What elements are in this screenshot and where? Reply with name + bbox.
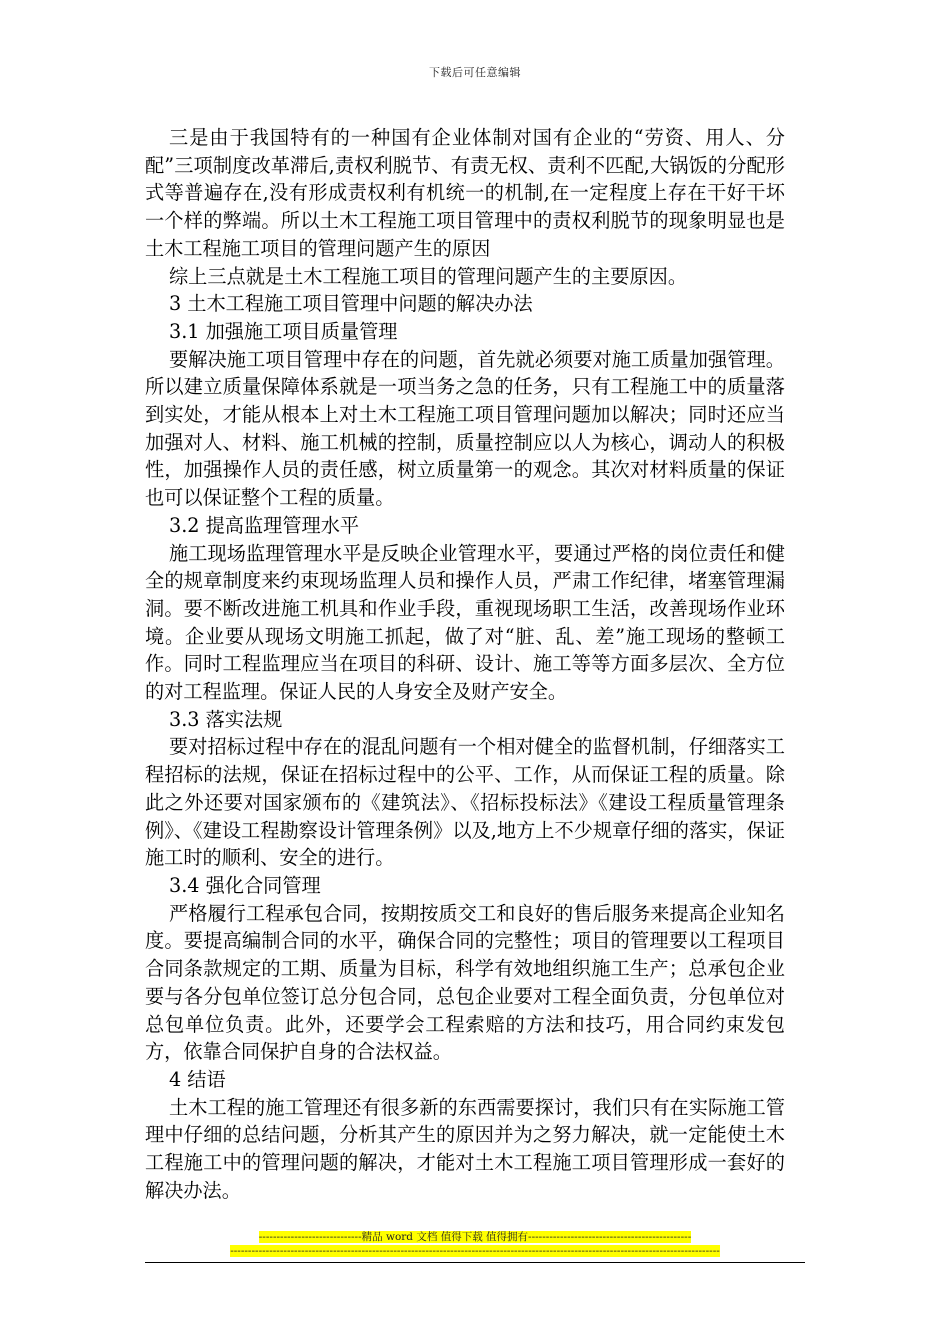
- subsection-heading: 3.1 加强施工项目质量管理: [169, 319, 398, 343]
- section-heading: 4 结语: [169, 1067, 226, 1091]
- footer-banner-text: -----------------------------精品 word 文档 值得下载 值得拥有----------------------------------------------: [258, 1231, 692, 1243]
- footer-banner-dashes: ------------------------------------------------------------------------------------------------------------------------------------------: [230, 1245, 720, 1257]
- subsection-heading: 3.2 提高监理管理水平: [169, 513, 360, 537]
- section-heading: 3 土木工程施工项目管理中问题的解决办法: [169, 292, 533, 316]
- paragraph: 施工现场监理管理水平是反映企业管理水平，要通过严格的岗位责任和健全的规章制度来约束现场监理人员和操作人员，严肃工作纪律，堵塞管理漏洞。要不断改进施工机具和作业手段，重视现场职工生活，改善现场作业环境。企业要从现场文明施工抓起，做了对“脏、乱、差”施工现场的整顿工作。同时工程监理应当在项目的科研、设计、施工等等方面多层次、全方位的对工程监理。保证人民的人身安全及财产安全。: [145, 541, 785, 704]
- page-header: 下载后可任意编辑: [429, 66, 521, 79]
- document-body: [145, 124, 785, 1204]
- paragraph: 三是由于我国特有的一种国有企业体制对国有企业的“劳资、用人、分配”三项制度改革滞后,责权利脱节、有责无权、责利不匹配,大锅饭的分配形式等普遍存在,没有形成责权利有机统一的机制,在一定程度上存在干好干坏一个样的弊端。所以土木工程施工项目管理中的责权利脱节的现象明显也是土木工程施工项目的管理问题产生的原因: [145, 126, 785, 260]
- paragraph: 土木工程的施工管理还有很多新的东西需要探讨，我们只有在实际施工管理中仔细的总结问题，分析其产生的原因并为之努力解决，就一定能使土木工程施工中的管理问题的解决，才能对土木工程施工项目管理形成一套好的解决办法。: [145, 1095, 785, 1202]
- footer-rule: [145, 1262, 805, 1263]
- paragraph: 综上三点就是土木工程施工项目的管理问题产生的主要原因。: [169, 264, 688, 288]
- footer-banner-line-1: [0, 1229, 950, 1244]
- subsection-heading: 3.4 强化合同管理: [169, 873, 321, 897]
- paragraph: 要解决施工项目管理中存在的问题，首先就必须要对施工质量加强管理。所以建立质量保障体系就是一项当务之急的任务，只有工程施工中的质量落到实处，才能从根本上对土木工程施工项目管理问题加以解决；同时还应当加强对人、材料、施工机械的控制，质量控制应以人为核心，调动人的积极性，加强操作人员的责任感，树立质量第一的观念。其次对材料质量的保证也可以保证整个工程的质量。: [145, 347, 785, 510]
- footer-banner-line-2: [0, 1245, 950, 1257]
- paragraph: 严格履行工程承包合同，按期按质交工和良好的售后服务来提高企业知名度。要提高编制合同的水平，确保合同的完整性；项目的管理要以工程项目合同条款规定的工期、质量为目标，科学有效地组织施工生产；总承包企业要与各分包单位签订总分包合同，总包企业要对工程全面负责，分包单位对总包单位负责。此外，还要学会工程索赔的方法和技巧，用合同约束发包方，依靠合同保护自身的合法权益。: [145, 901, 785, 1064]
- paragraph: 要对招标过程中存在的混乱问题有一个相对健全的监督机制，仔细落实工程招标的法规，保证在招标过程中的公平、工作，从而保证工程的质量。除此之外还要对国家颁布的《建筑法》、《招标投标法》《建设工程质量管理条例》、《建设工程勘察设计管理条例》以及,地方上不少规章仔细的落实，保证施工时的顺利、安全的进行。: [145, 735, 785, 870]
- subsection-heading: 3.3 落实法规: [169, 707, 283, 731]
